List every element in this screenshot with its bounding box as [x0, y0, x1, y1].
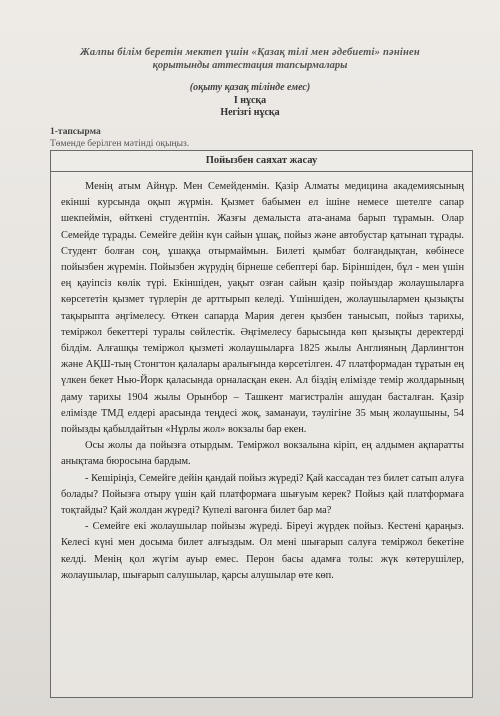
task-instruction: Төменде берілген мәтінді оқыңыз.: [50, 139, 190, 149]
task-block: [50, 126, 189, 150]
text-title: Пойызбен саяхат жасау: [51, 151, 472, 172]
header-language-note: (оқыту қазақ тілінде емес): [189, 82, 311, 93]
paragraph: - Семейге екі жолаушылар пойызы жүреді. Біреуі жүрдек пойыз. Кестені қараңыз. Келесі күні мен досыма билет алғыздым. Ол мені шығарып салуға теміржол бекетіне келді. Менің қол жүгім ауыр емес. Перон басы адамға толы: жүк көтерушілер, жолаушылар, шығарып салушылар, қарсы алушылар өте көп.: [61, 521, 464, 581]
header-line-1: Жалпы білім беретін мектеп үшін «Қазақ тілі мен әдебиеті» пәнінен: [80, 47, 420, 58]
paragraph: Менің атым Айнұр. Мен Семейденмін. Қазір Алматы медицина академиясының екінші курсында оқып жүрмін. Қызмет бабымен ел ішіне немесе шетелге сапар шекпеймін, өйткені студентпін. Жазғы демалыста ата-анама барып тұрамын. Олар Семейде тұрады. Семейге дейін күн сайын ұшақ, пойыз және автобустар қатынап тұрады. Студент болған соң, ұшаққа отырмаймын. Билеті қымбат болғандықтан, көбінесе пойызбен жүремін. Пойызбен жүрудің бірнеше себептері бар. Біріншіден, бұл - мен үшін ең қауіпсіз көлік түрі. Екіншіден, уақыт озған сайын қазір пойыздар жолаушыларға көрсететін қызмет түрлерін де арттырып келеді. Үшіншіден, жолаушылармен қызықты тақырыпта әңгімелесу. Өткен сапарда Мария деген қызбен танысып, пойыз тарихы, теміржол бекеттері туралы сөйлестік. Әңгімелесу барысында көп қызықты деректерді білдім. Алғашқы теміржол қызметі жолаушыларға 1825 жылы Англияның Дарлингтон және АҚШ-тың Стонгтон қалалары аралығында көрсетілген. 47 платформадан тұратын ең үлкен бекет Нью-Йорк қаласында орналасқан екен. Ал біздің елімізде темір жолдарының даму тарихы 1904 жылы Орынбор – Ташкент магистралін ашудан басталған. Қазір елімізде ТМД елдері арасында теңдесі жоқ, заманауи, тәулігіне 35 мың жолаушыны, 54 пойызды қабылдайтын «Нұрлы жол» вокзалы бар екен.: [61, 181, 464, 436]
text-body: [51, 172, 472, 584]
paragraph: - Кешіріңіз, Семейге дейін қандай пойыз жүреді? Қай кассадан тез билет сатып алуға болады? Пойызға отыру үшін қай платформаға шығуым керек? Пойыз қай платформаға тоқтайды? Қай жолдан жүреді? Купелі вагонға билет бар ма?: [61, 472, 464, 517]
reading-text-box: [50, 150, 473, 698]
header-variant-type: Негізгі нұсқа: [220, 107, 280, 118]
paragraph: Осы жолы да пойызға отырдым. Теміржол вокзалына кіріп, ең алдымен ақпаратты анықтама бюросына бардым.: [61, 440, 464, 468]
header-line-2: қорытынды аттестация тапсырмалары: [152, 60, 348, 71]
header-variant: I нұсқа: [233, 95, 267, 106]
task-number: 1-тапсырма: [50, 127, 101, 137]
exam-header: [40, 46, 460, 119]
